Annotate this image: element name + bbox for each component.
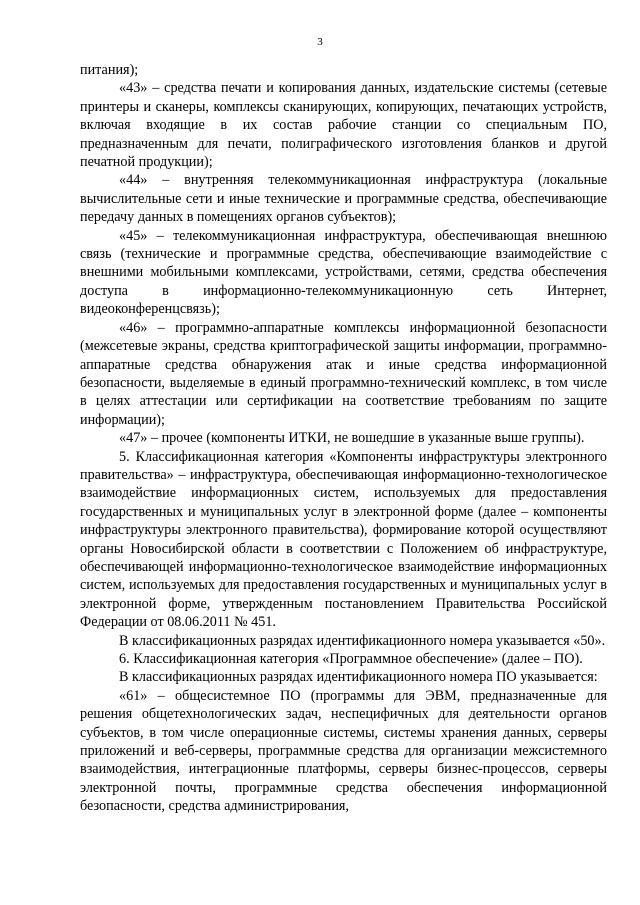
paragraph-section-5: 5. Классификационная категория «Компоненты инфраструктуры электронного правительства» – инфраструктура, обеспечивающая информационно-технологическое взаимодействие информационных систем, используемых для предоставления государственных и муниципальных услуг в электронной форме (далее – компоненты инфраструктуры электронного правительства), формирование которой осуществляют органы Новосибирской области в соответствии с Положением об инфраструктуре, обеспечивающей информационно-технологическое взаимодействие информационных систем, используемых для предоставления государственных и муниципальных услуг в электронной форме, утвержденным постановлением Правительства Российской Федерации от 08.06.2011 № 451. [80, 448, 607, 631]
document-body [80, 61, 607, 816]
paragraph-item-47: «47» – прочее (компоненты ИТКИ, не вошедшие в указанные выше группы). [119, 430, 585, 447]
paragraph-continuation: питания); [80, 62, 139, 78]
paragraph-item-61: «61» – общесистемное ПО (программы для ЭВМ, предназначенные для решения общетехнологических задач, неспецифичных для деятельности органов субъектов, в том числе операционные системы, системы хранения данных, серверы приложений и веб-серверы, программные средства для организации межсистемного взаимодействия, интеграционные платформы, серверы бизнес-процессов, серверы электронной почты, программные средства обеспечения информационной безопасности, средства администрирования, [80, 687, 607, 815]
page-number: 3 [317, 36, 323, 48]
paragraph-section-6: 6. Классификационная категория «Программное обеспечение» (далее – ПО). [119, 651, 583, 667]
paragraph-item-46: «46» – программно-аппаратные комплексы информационной безопасности (межсетевые экраны, средства криптографической защиты информации, программно-аппаратные средства обнаружения атак и иные средства информационной безопасности, выделяемые в единый программно-технический комплекс, в том числе в целях аттестации или сертификации на соответствие требованиям по защите информации); [80, 319, 607, 428]
paragraph-section-6-intro: В классификационных разрядах идентификационного номера ПО указывается: [119, 669, 598, 686]
paragraph-item-44: «44» – внутренняя телекоммуникационная инфраструктура (локальные вычислительные сети и иные технические и программные средства, обеспечивающие передачу данных в помещениях органов субъектов); [80, 172, 607, 226]
paragraph-section-5-code: В классификационных разрядах идентификационного номера указывается «50». [119, 632, 606, 649]
paragraph-item-45: «45» – телекоммуникационная инфраструктура, обеспечивающая внешнюю связь (технические и программные средства, обеспечивающие взаимодействие с внешними мобильными комплексами, устройствами, сетями, средства обеспечения доступа в информационно-телекоммуникационную сеть Интернет, видеоконференцсвязь); [80, 227, 607, 318]
paragraph-item-43: «43» – средства печати и копирования данных, издательские системы (сетевые принтеры и сканеры, комплексы сканирующих, копирующих, печатающих устройств, включая входящие в их состав рабочие станции со специальным ПО, предназначенным для печати, полиграфического изготовления бланков и другой печатной продукции); [80, 80, 607, 171]
